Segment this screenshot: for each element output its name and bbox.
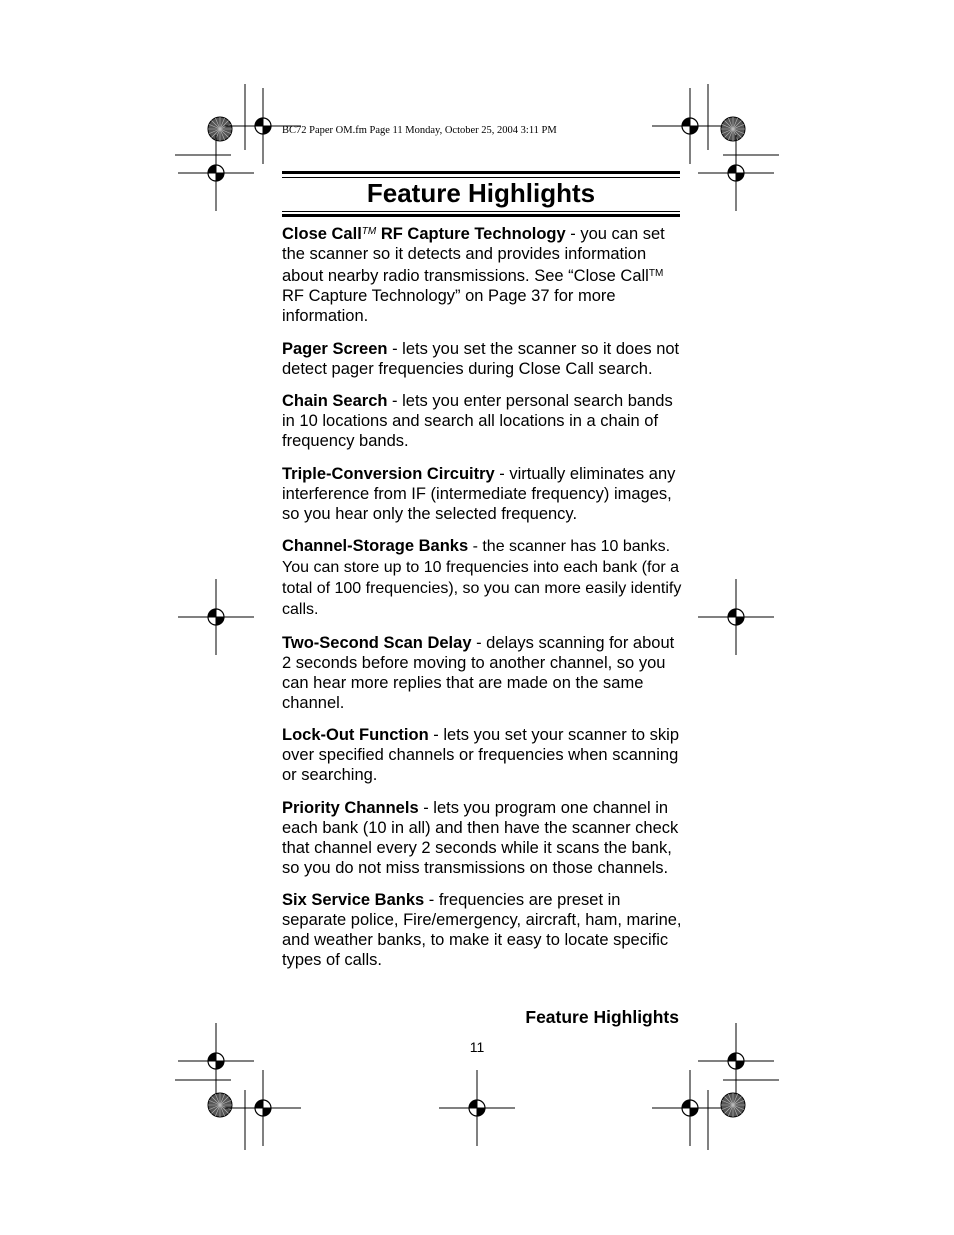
feature-text: RF Capture Technology” on Page 37 for more information. — [282, 287, 616, 325]
feature-term: Pager Screen — [282, 339, 388, 358]
feature-term: Triple-Conversion Circuitry — [282, 464, 495, 483]
title-rule-top-thick — [282, 171, 680, 174]
feature-term: Two-Second Scan Delay — [282, 633, 472, 652]
feature-pager-screen — [282, 339, 682, 379]
page-title: Feature Highlights — [366, 178, 596, 208]
feature-term-rest: RF Capture Technology — [376, 225, 566, 243]
feature-text: - lets you set the scanner so it does not detect pager frequencies during Close Call search. — [282, 339, 680, 378]
feature-text: - the scanner has 10 banks. You can store up to 10 frequencies into each bank (for a total of 100 frequencies), so you can more easily identify calls. — [282, 538, 682, 618]
trademark-mark: TM — [361, 226, 377, 237]
feature-term: Lock-Out Function — [282, 726, 429, 744]
feature-text: - virtually eliminates any interference from IF (intermediate frequency) images, so you hear only the selected frequency. — [282, 464, 676, 523]
feature-term: Close Call — [282, 225, 362, 243]
feature-term: Channel-Storage Banks — [282, 537, 469, 555]
footer-section-title: Feature Highlights — [525, 1007, 679, 1027]
feature-service-banks — [282, 890, 682, 970]
feature-list — [282, 222, 682, 983]
trademark-mark: TM — [648, 268, 664, 279]
feature-channel-storage — [282, 536, 682, 620]
feature-term: Chain Search — [282, 392, 388, 410]
title-rule-bottom-thick — [282, 214, 680, 217]
feature-text: - you can set the scanner so it detects and provides information about nearby radio transmissions. See “Close Call — [282, 225, 665, 285]
feature-chain-search — [282, 391, 682, 451]
feature-close-call — [282, 222, 682, 326]
feature-scan-delay — [282, 633, 682, 713]
feature-term: Six Service Banks — [282, 891, 425, 909]
feature-lock-out — [282, 725, 682, 785]
file-stamp: BC72 Paper OM.fm Page 11 Monday, October 25, 2004 3:11 PM — [282, 125, 557, 136]
feature-term: Priority Channels — [282, 798, 419, 817]
title-rule-bottom-thin — [282, 211, 680, 212]
feature-text: - lets you program one channel in each bank (10 in all) and then have the scanner check that channel every 2 seconds while it scans the bank, so you do not miss transmissions on those channels. — [282, 798, 679, 877]
feature-triple-conversion — [282, 464, 682, 524]
feature-text: - lets you set your scanner to skip over specified channels or frequencies when scanning or searching. — [282, 726, 680, 784]
feature-priority-channels — [282, 798, 682, 878]
feature-text: - delays scanning for about 2 seconds before moving to another channel, so you can hear more replies that are made on the same channel. — [282, 633, 675, 712]
page-number: 11 — [469, 1039, 485, 1055]
feature-text: - lets you enter personal search bands in 10 locations and search all locations in a chain of frequency bands. — [282, 392, 673, 450]
feature-text: - frequencies are preset in separate police, Fire/emergency, aircraft, ham, marine, and weather banks, to make it easy to locate specific types of calls. — [282, 891, 682, 969]
